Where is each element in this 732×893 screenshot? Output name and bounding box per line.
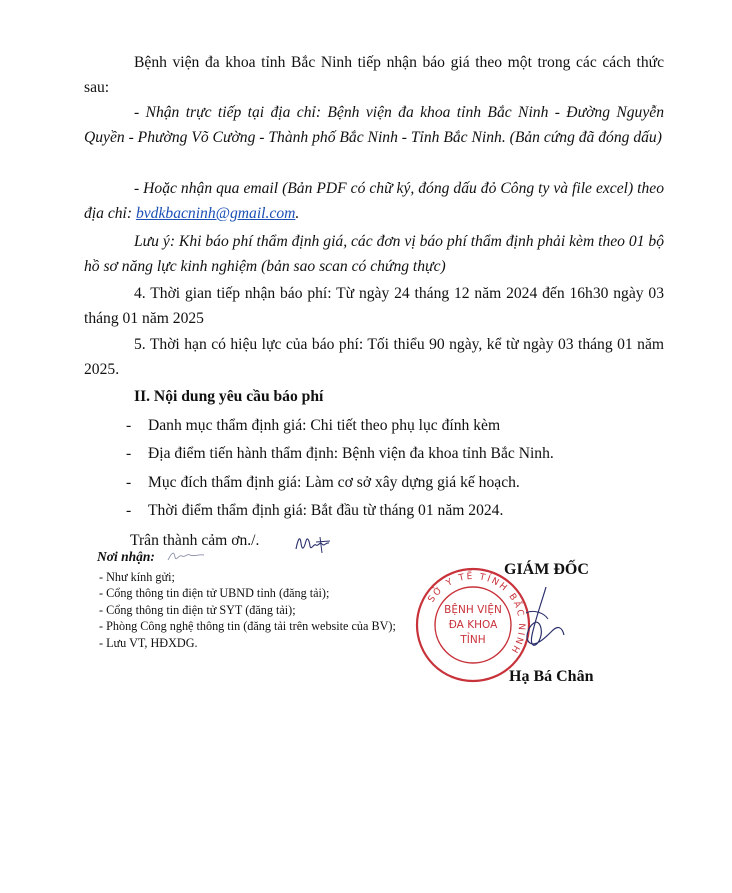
signer-title: GIÁM ĐỐC [504, 561, 589, 578]
section-2-title: II. Nội dung yêu cầu báo phí [134, 388, 324, 405]
option-email-paragraph [84, 176, 664, 226]
bullet-text: Thời điểm thẩm định giá: Bắt đầu từ tháng 01 năm 2024. [148, 502, 504, 519]
recipient-item: - Lưu VT, HĐXDG. [99, 635, 198, 650]
bullet-dash: - [126, 474, 132, 491]
bullet-item [126, 441, 656, 466]
recipient-initials-scribble [166, 548, 206, 564]
option-direct-paragraph: - Nhận trực tiếp tại địa chỉ: Bệnh viện đa khoa tỉnh Bắc Ninh - Đường Nguyễn Quyền - Phường Võ Cường - Thành phố Bắc Ninh - Tỉnh Bắc Ninh. (Bản cứng đã đóng dấu) [84, 104, 664, 146]
option-email-suffix: . [295, 205, 300, 222]
bullet-text: Mục đích thẩm định giá: Làm cơ sở xây dựng giá kế hoạch. [148, 474, 520, 491]
closing-line: Trân thành cảm ơn./. [130, 532, 260, 549]
bullet-dash: - [126, 502, 132, 519]
item-4-paragraph: 4. Thời gian tiếp nhận báo phí: Từ ngày 24 tháng 12 năm 2024 đến 16h30 ngày 03 tháng 01 năm 2025 [84, 285, 664, 327]
bullet-item [126, 413, 656, 438]
item-5-paragraph: 5. Thời hạn có hiệu lực của báo phí: Tối thiểu 90 ngày, kể từ ngày 03 tháng 01 năm 2025. [84, 336, 664, 378]
recipient-item: - Cổng thông tin điện tử SYT (đăng tải); [99, 602, 296, 617]
bullet-dash: - [126, 445, 132, 462]
note-paragraph: Lưu ý: Khi báo phí thẩm định giá, các đơn vị báo phí thẩm định phải kèm theo 01 bộ hồ sơ năng lực kinh nghiệm (bản sao scan có chứng thực) [84, 233, 664, 275]
recipients-title: Nơi nhận: [97, 549, 155, 564]
recipients-list [99, 569, 396, 651]
intro-paragraph: Bệnh viện đa khoa tỉnh Bắc Ninh tiếp nhận báo giá theo một trong các cách thức sau: [84, 54, 664, 96]
bullet-item [126, 498, 656, 523]
bullet-text: Địa điểm tiến hành thẩm định: Bệnh viện đa khoa tỉnh Bắc Ninh. [148, 445, 554, 462]
recipient-item: - Phòng Công nghệ thông tin (đăng tải trên website của BV); [99, 619, 396, 634]
recipient-item: - Như kính gửi; [99, 570, 175, 584]
svg-text:ĐA KHOA: ĐA KHOA [448, 619, 498, 631]
bullet-text: Danh mục thẩm định giá: Chi tiết theo phụ lục đính kèm [148, 417, 501, 434]
director-signature [506, 583, 576, 655]
svg-text:SỞ Y TẾ TỈNH BẮC NINH: SỞ Y TẾ TỈNH BẮC NINH [426, 571, 527, 656]
option-email-text: - Hoặc nhận qua email (Bản PDF có chữ ký, đóng dấu đỏ Công ty và file excel) theo địa chỉ: [84, 180, 664, 222]
recipient-item: - Cổng thông tin điện tử UBND tỉnh (đăng tải); [99, 586, 330, 601]
bullet-dash: - [126, 417, 132, 434]
svg-text:TỈNH: TỈNH [460, 634, 486, 646]
signer-name: Hạ Bá Chân [509, 668, 594, 685]
svg-text:BỆNH VIỆN: BỆNH VIỆN [444, 604, 502, 616]
email-link[interactable]: bvdkbacninh@gmail.com [135, 205, 296, 222]
bullet-item [126, 470, 656, 495]
initials-scribble [292, 531, 334, 557]
